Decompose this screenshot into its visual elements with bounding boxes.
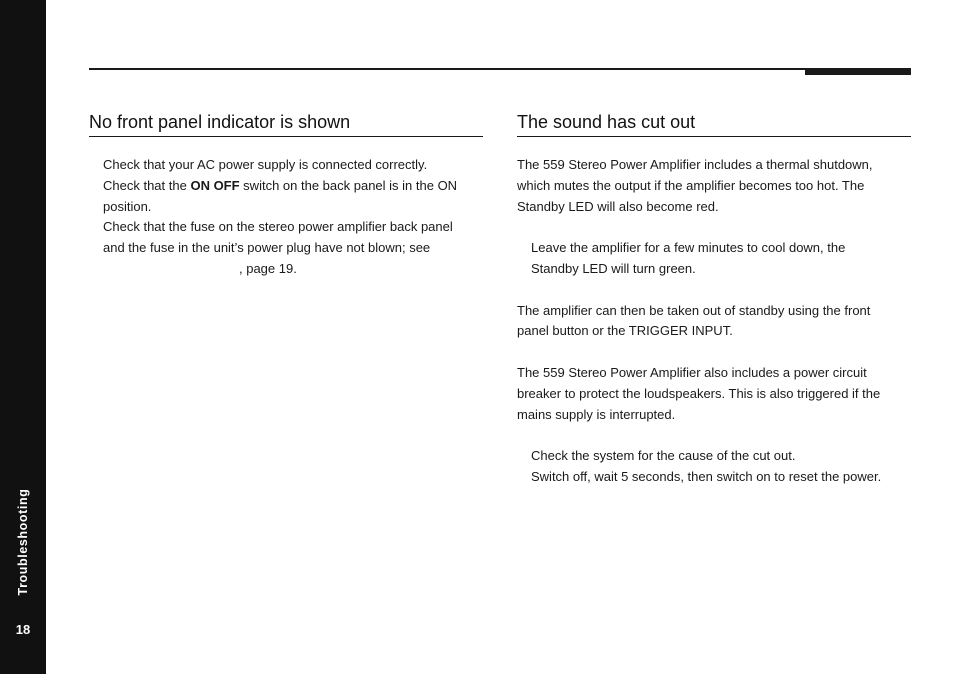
spacer <box>517 342 911 363</box>
breaker-paragraph-line-3: mains supply is interrupted. <box>517 406 676 422</box>
top-rule-tab <box>805 68 911 75</box>
left-column <box>89 110 483 280</box>
right-column <box>517 110 911 488</box>
left-heading: No front panel indicator is shown <box>89 110 483 137</box>
breaker-paragraph-line-1: The 559 Stereo Power Amplifier also includes a power circuit <box>517 364 867 380</box>
check-power-item: Check that your AC power supply is connected correctly. <box>103 157 428 172</box>
top-rule <box>89 68 911 70</box>
thermal-paragraph-line-3: Standby LED will also become red. <box>517 198 719 214</box>
left-body <box>89 155 483 280</box>
fuse-page-reference: , page 19. <box>239 260 297 276</box>
spacer <box>517 280 911 301</box>
cool-down-action-line-1: Leave the amplifier for a few minutes to cool down, the <box>531 240 846 256</box>
section-label: Troubleshooting <box>16 488 30 596</box>
right-heading: The sound has cut out <box>517 110 911 137</box>
breaker-paragraph-line-2: breaker to protect the loudspeakers. This is also triggered if the <box>517 385 881 401</box>
check-switch-text-pre: Check that the <box>103 177 191 193</box>
thermal-paragraph-line-1: The 559 Stereo Power Amplifier includes a thermal shutdown, <box>517 157 873 172</box>
spacer <box>517 217 911 238</box>
page-number: 18 <box>15 622 31 637</box>
cool-down-action-line-2: Standby LED will turn green. <box>531 260 696 276</box>
spacer <box>517 425 911 446</box>
check-fuse-line-2: and the fuse in the unit’s power plug have not blown; see <box>103 240 431 256</box>
check-system-action: Check the system for the cause of the cut out. <box>531 448 796 464</box>
standby-paragraph-line-1: The amplifier can then be taken out of standby using the front <box>517 302 871 318</box>
right-body <box>517 155 911 488</box>
check-fuse-line-1: Check that the fuse on the stereo power amplifier back panel <box>103 219 453 235</box>
thermal-paragraph-line-2: which mutes the output if the amplifier becomes too hot. The <box>517 177 865 193</box>
sidebar <box>0 0 46 674</box>
check-switch-text-post: switch on the back panel is in the ON <box>239 177 458 193</box>
check-switch-continuation: position. <box>103 198 152 214</box>
reset-power-action: Switch off, wait 5 seconds, then switch on to reset the power. <box>531 468 882 484</box>
standby-paragraph-line-2: panel button or the TRIGGER INPUT. <box>517 323 733 339</box>
check-switch-item <box>89 176 483 197</box>
on-off-switch-label: ON OFF <box>190 177 240 193</box>
